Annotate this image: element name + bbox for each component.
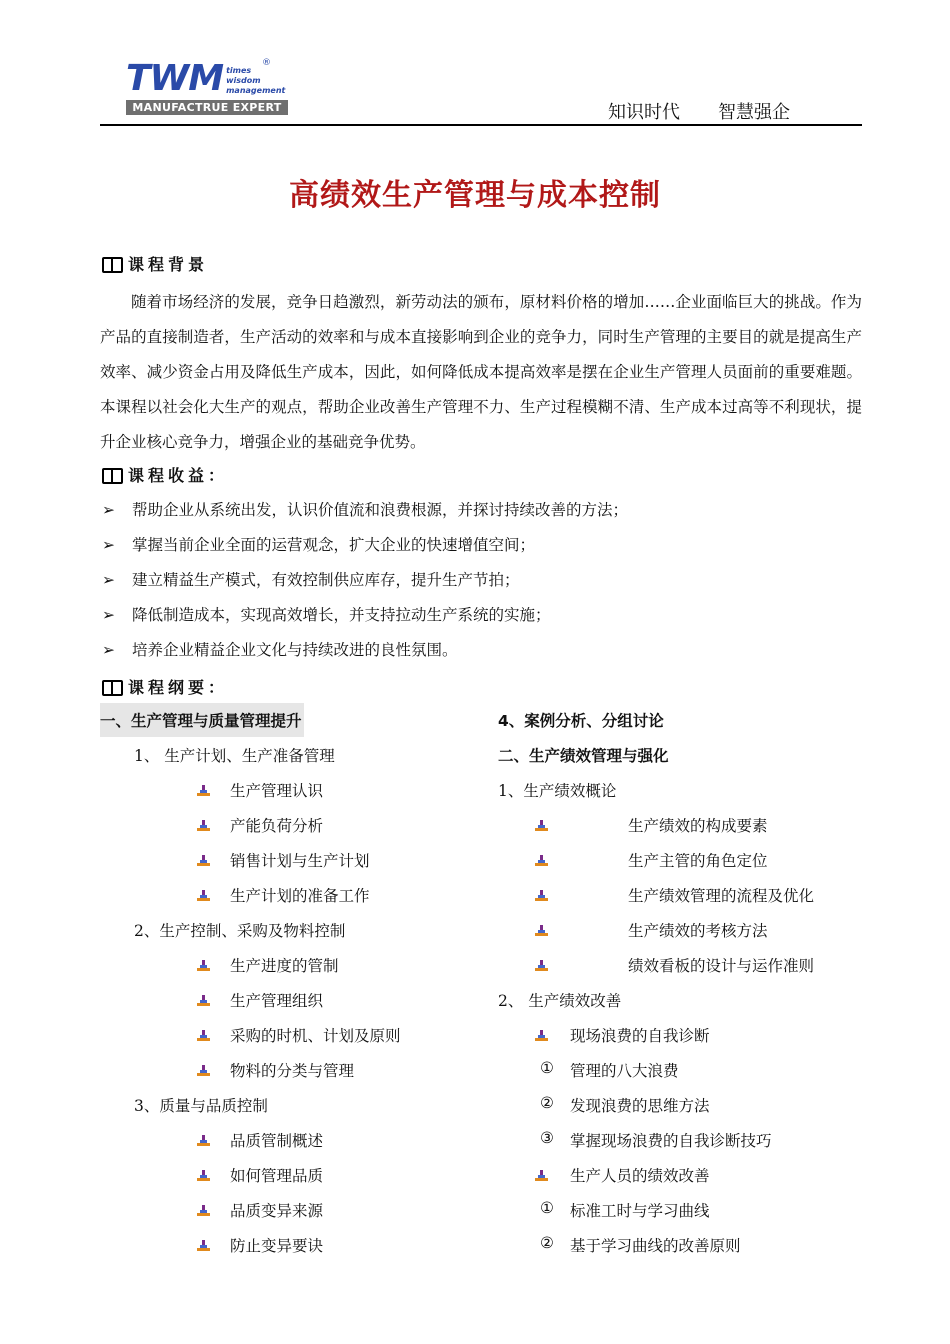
logo-wordmark: TWM bbox=[126, 58, 224, 99]
arrow-down-bullet-icon bbox=[197, 1240, 211, 1252]
outline-topic: 物料的分类与管理 bbox=[230, 1062, 355, 1080]
circled-number: ① bbox=[540, 1059, 554, 1077]
outline-topic: 采购的时机、计划及原则 bbox=[230, 1027, 401, 1045]
outline-chapter: 3、质量与品质控制 bbox=[134, 1097, 268, 1115]
registered-mark: ® bbox=[262, 58, 271, 68]
arrow-down-bullet-icon bbox=[535, 1170, 549, 1182]
arrow-down-bullet-icon bbox=[197, 1030, 211, 1042]
section-heading-background: 课程背景 bbox=[102, 252, 208, 275]
arrow-down-bullet-icon bbox=[197, 995, 211, 1007]
outline-topic: 生产绩效的考核方法 bbox=[628, 922, 768, 940]
arrow-down-bullet-icon bbox=[197, 1205, 211, 1217]
outline-subtopic: 发现浪费的思维方法 bbox=[570, 1097, 710, 1115]
logo-subtext: times wisdom management bbox=[226, 66, 286, 95]
arrow-down-bullet-icon bbox=[535, 820, 549, 832]
arrow-bullet-icon: ➢ bbox=[102, 606, 115, 624]
outline-topic: 生产绩效的构成要素 bbox=[628, 817, 768, 835]
section-heading-outline: 课程纲要： bbox=[102, 675, 228, 698]
outline-part-heading: 二、生产绩效管理与强化 bbox=[498, 747, 669, 765]
book-icon bbox=[102, 257, 122, 271]
outline-chapter: 2、 生产绩效改善 bbox=[498, 992, 622, 1010]
arrow-bullet-icon: ➢ bbox=[102, 536, 115, 554]
outline-topic: 生产计划的准备工作 bbox=[230, 887, 370, 905]
book-icon bbox=[102, 680, 122, 694]
circled-number: ② bbox=[540, 1234, 554, 1252]
benefit-text: 培养企业精益企业文化与持续改进的良性氛围。 bbox=[132, 641, 458, 659]
arrow-down-bullet-icon bbox=[197, 1135, 211, 1147]
outline-topic: 生产进度的管制 bbox=[230, 957, 339, 975]
outline-topic: 生产管理认识 bbox=[230, 782, 324, 800]
arrow-down-bullet-icon bbox=[535, 925, 549, 937]
outline-part-heading: 4、案例分析、分组讨论 bbox=[498, 712, 664, 730]
arrow-bullet-icon: ➢ bbox=[102, 641, 115, 659]
background-paragraph: 随着市场经济的发展，竞争日趋激烈，新劳动法的颁布，原材料价格的增加……企业面临巨大的挑战。作为产品的直接制造者，生产活动的效率和与成本直接影响到企业的竞争力，同时生产管理的主要目的就是提高生产效率、减少资金占用及降低生产成本，因此，如何降低成本提高效率是摆在企业生产管理人员面前的重要难题。本课程以社会化大生产的观点，帮助企业改善生产管理不力、生产过程模糊不清、生产成本过高等不利现状，提升企业核心竞争力，增强企业的基础竞争优势。 bbox=[100, 293, 862, 451]
benefit-item bbox=[102, 638, 458, 660]
outline-topic: 生产主管的角色定位 bbox=[628, 852, 768, 870]
benefit-text: 帮助企业从系统出发，认识价值流和浪费根源，并探讨持续改善的方法； bbox=[132, 501, 629, 519]
benefit-text: 降低制造成本，实现高效增长，并支持拉动生产系统的实施； bbox=[132, 606, 551, 624]
outline-subtopic: 掌握现场浪费的自我诊断技巧 bbox=[570, 1132, 772, 1150]
arrow-down-bullet-icon bbox=[535, 960, 549, 972]
arrow-down-bullet-icon bbox=[535, 855, 549, 867]
benefit-text: 建立精益生产模式，有效控制供应库存，提升生产节拍； bbox=[132, 571, 520, 589]
outline-subtopic: 基于学习曲线的改善原则 bbox=[570, 1237, 741, 1255]
outline-topic: 生产管理组织 bbox=[230, 992, 324, 1010]
outline-subtopic: 标准工时与学习曲线 bbox=[570, 1202, 710, 1220]
section-heading-benefits: 课程收益： bbox=[102, 463, 228, 486]
outline-topic: 绩效看板的设计与运作准则 bbox=[628, 957, 815, 975]
outline-topic: 品质变异来源 bbox=[230, 1202, 324, 1220]
outline-chapter: 1、生产绩效概论 bbox=[498, 782, 617, 800]
outline-topic: 生产绩效管理的流程及优化 bbox=[628, 887, 815, 905]
outline-subtopic: 管理的八大浪费 bbox=[570, 1062, 679, 1080]
outline-topic: 如何管理品质 bbox=[230, 1167, 324, 1185]
arrow-down-bullet-icon bbox=[535, 890, 549, 902]
outline-topic: 品质管制概述 bbox=[230, 1132, 324, 1150]
benefit-item bbox=[102, 533, 535, 555]
arrow-down-bullet-icon bbox=[197, 785, 211, 797]
circled-number: ② bbox=[540, 1094, 554, 1112]
company-logo bbox=[126, 60, 291, 118]
arrow-down-bullet-icon bbox=[197, 1065, 211, 1077]
benefit-item bbox=[102, 568, 520, 590]
arrow-down-bullet-icon bbox=[535, 1030, 549, 1042]
arrow-bullet-icon: ➢ bbox=[102, 501, 115, 519]
arrow-down-bullet-icon bbox=[197, 890, 211, 902]
outline-topic: 生产人员的绩效改善 bbox=[570, 1167, 710, 1185]
outline-topic: 产能负荷分析 bbox=[230, 817, 324, 835]
benefit-item bbox=[102, 603, 551, 625]
outline-part-heading: 一、生产管理与质量管理提升 bbox=[100, 703, 304, 737]
circled-number: ① bbox=[540, 1199, 554, 1217]
book-icon bbox=[102, 468, 122, 482]
logo-banner: MANUFACTRUE EXPERT bbox=[126, 100, 288, 115]
outline-topic: 销售计划与生产计划 bbox=[230, 852, 370, 870]
outline-topic: 现场浪费的自我诊断 bbox=[570, 1027, 710, 1045]
outline-topic: 防止变异要诀 bbox=[230, 1237, 324, 1255]
arrow-bullet-icon: ➢ bbox=[102, 571, 115, 589]
arrow-down-bullet-icon bbox=[197, 855, 211, 867]
arrow-down-bullet-icon bbox=[197, 960, 211, 972]
benefit-item bbox=[102, 498, 628, 520]
document-title: 高绩效生产管理与成本控制 bbox=[289, 178, 661, 213]
outline-chapter: 2、生产控制、采购及物料控制 bbox=[134, 922, 346, 940]
arrow-down-bullet-icon bbox=[197, 820, 211, 832]
outline-chapter: 1、 生产计划、生产准备管理 bbox=[134, 747, 335, 765]
arrow-down-bullet-icon bbox=[197, 1170, 211, 1182]
header-slogan: 知识时代 智慧强企 bbox=[608, 102, 790, 123]
benefit-text: 掌握当前企业全面的运营观念，扩大企业的快速增值空间； bbox=[132, 536, 536, 554]
circled-number: ③ bbox=[540, 1129, 554, 1147]
header-divider bbox=[100, 124, 862, 126]
